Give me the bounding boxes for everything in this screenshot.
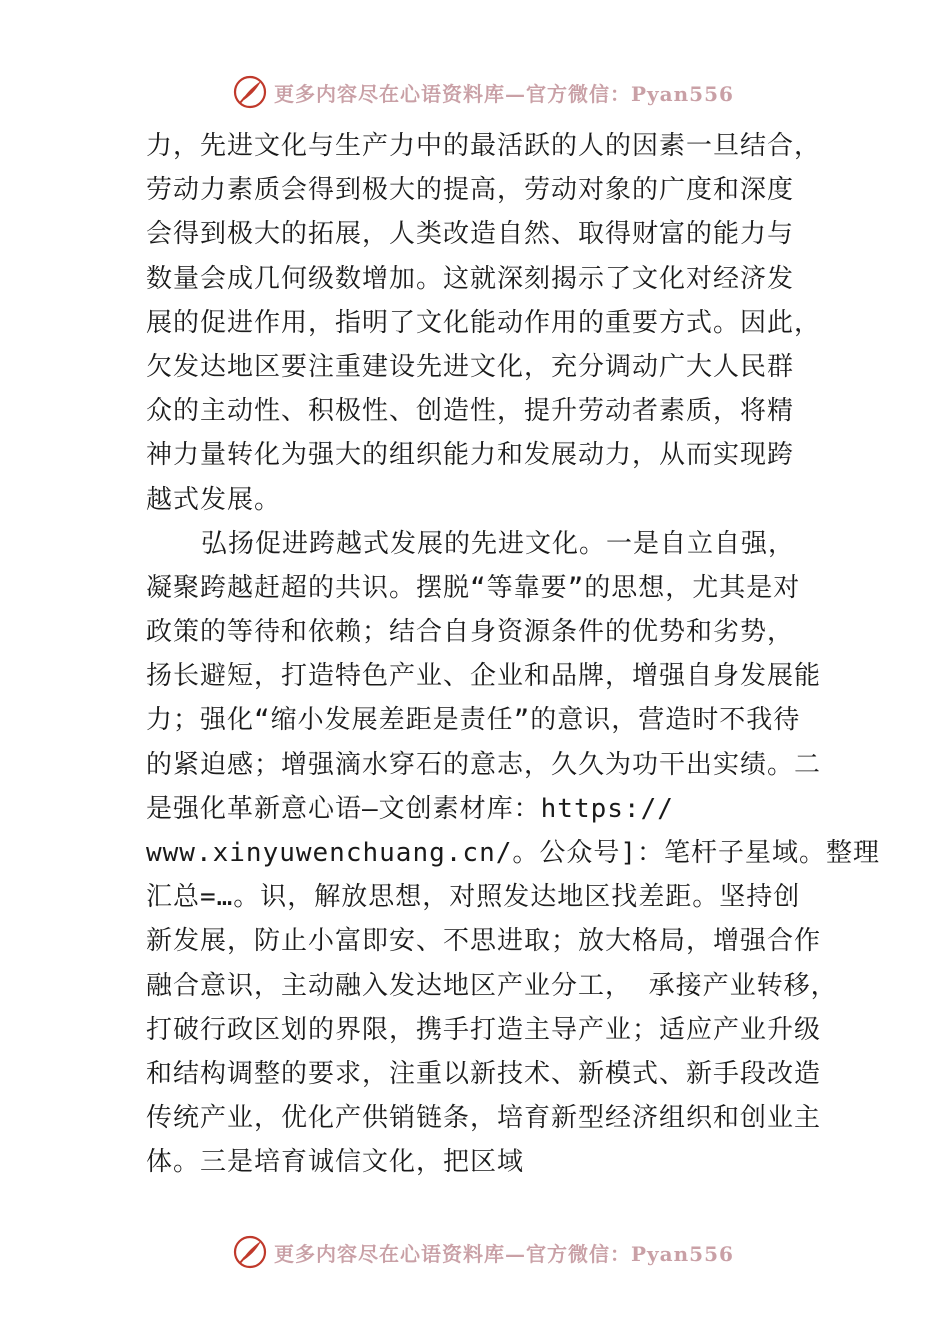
text-line: 的紧迫感；增强滴水穿石的意志，久久为功干出实绩。二 [146,749,822,780]
text-line: 政策的等待和依赖；结合自身资源条件的优势和劣势， [146,617,795,648]
text-line: 会得到极大的拓展，人类改造自然、取得财富的能力与 [146,219,795,250]
document-body [146,124,881,1185]
text-line: 传统产业，优化产供销链条，培育新型经济组织和创业主 [146,1103,822,1134]
text-line: 和结构调整的要求，注重以新技术、新模式、新手段改造 [146,1058,822,1089]
paragraph-2 [146,522,881,1185]
text-line: 凝聚跨越赶超的共识。摆脱“等靠要”的思想，尤其是对 [146,572,801,603]
header-banner [232,70,732,114]
text-line: 打破行政区划的界限，携手打造主导产业；适应产业升级 [146,1014,822,1045]
text-line: 众的主动性、积极性、创造性，提升劳动者素质，将精 [146,396,795,427]
footer-banner-text: 更多内容尽在心语资料库—官方微信：Pyan556 [274,1241,734,1266]
text-line: 神力量转化为强大的组织能力和发展动力，从而实现跨 [146,440,795,471]
text-line: 汇总=…。识，解放思想，对照发达地区找差距。坚持创 [146,882,801,913]
quill-logo-icon [232,1234,268,1270]
text-line: 是强化革新意心语—文创素材库：https:// [146,793,674,824]
text-line: 融合意识，主动融入发达地区产业分工， 承接产业转移， [146,970,838,1001]
paragraph-1 [146,124,826,522]
text-line: 扬长避短，打造特色产业、企业和品牌，增强自身发展能 [146,661,822,692]
text-line: 新发展，防止小富即安、不思进取；放大格局，增强合作 [146,926,822,957]
text-line: 弘扬促进跨越式发展的先进文化。一是自立自强， [201,528,796,559]
text-line: www.xinyuwenchuang.cn/。公众号]：笔杆子星域。整理 [146,838,881,868]
text-line: 力；强化“缩小发展差距是责任”的意识，营造时不我待 [146,705,801,736]
header-banner-text: 更多内容尽在心语资料库—官方微信：Pyan556 [274,81,734,106]
text-line: 力，先进文化与生产力中的最活跃的人的因素一旦结合， [146,131,822,161]
text-line: 越式发展。 [146,484,282,515]
text-line: 劳动力素质会得到极大的提高，劳动对象的广度和深度 [146,175,795,206]
text-line: 数量会成几何级数增加。这就深刻揭示了文化对经济发 [146,263,795,294]
text-line: 体。三是培育诚信文化，把区域 [146,1147,525,1178]
text-line: 欠发达地区要注重建设先进文化，充分调动广大人民群 [146,351,795,382]
text-line: 展的促进作用，指明了文化能动作用的重要方式。因此， [146,307,822,338]
quill-logo-icon [232,74,268,110]
footer-banner [232,1230,732,1274]
